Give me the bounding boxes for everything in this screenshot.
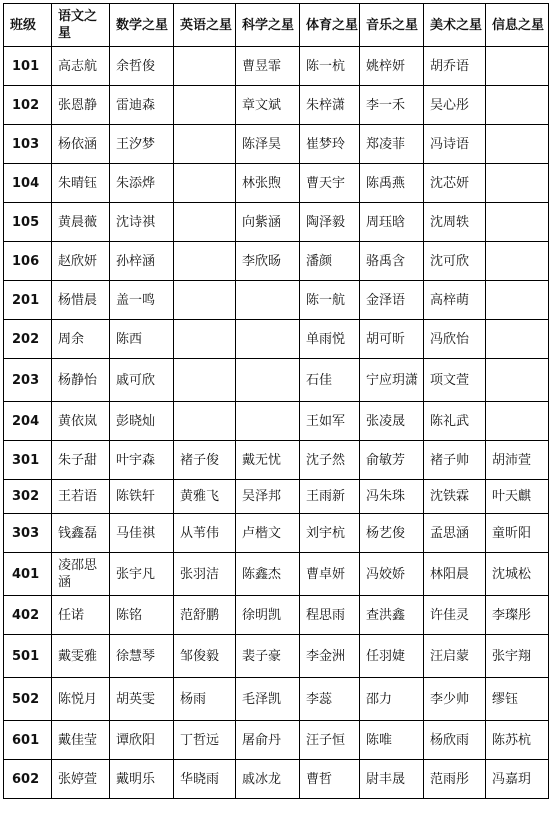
it-star-cell bbox=[486, 125, 549, 164]
english-star-cell: 张羽洁 bbox=[174, 553, 236, 596]
pe-star-cell: 崔梦玲 bbox=[300, 125, 360, 164]
math-star-cell: 叶宇森 bbox=[110, 441, 174, 480]
it-star-cell bbox=[486, 203, 549, 242]
chinese-star-cell: 周余 bbox=[52, 320, 110, 359]
table-row bbox=[4, 514, 549, 553]
chinese-star-cell: 赵欣妍 bbox=[52, 242, 110, 281]
table-row bbox=[4, 242, 549, 281]
art-star-cell: 杨欣雨 bbox=[424, 721, 486, 760]
science-star-cell: 陈泽昊 bbox=[236, 125, 300, 164]
table-row bbox=[4, 281, 549, 320]
class-cell: 105 bbox=[4, 203, 52, 242]
pe-star-cell: 曹卓妍 bbox=[300, 553, 360, 596]
english-star-cell: 范舒鹏 bbox=[174, 596, 236, 635]
table-row bbox=[4, 125, 549, 164]
chinese-star-cell: 戴佳莹 bbox=[52, 721, 110, 760]
it-star-cell: 叶天麒 bbox=[486, 480, 549, 514]
math-star-cell: 胡英雯 bbox=[110, 678, 174, 721]
class-cell: 301 bbox=[4, 441, 52, 480]
science-star-cell: 李欣旸 bbox=[236, 242, 300, 281]
music-star-cell: 李一禾 bbox=[360, 86, 424, 125]
science-star-cell bbox=[236, 320, 300, 359]
math-star-cell: 谭欣阳 bbox=[110, 721, 174, 760]
table-row bbox=[4, 760, 549, 799]
class-cell: 303 bbox=[4, 514, 52, 553]
it-star-cell bbox=[486, 47, 549, 86]
chinese-star-cell: 钱鑫磊 bbox=[52, 514, 110, 553]
math-star-cell: 朱添烨 bbox=[110, 164, 174, 203]
pe-star-cell: 朱梓潇 bbox=[300, 86, 360, 125]
science-star-cell: 吴泽邦 bbox=[236, 480, 300, 514]
table-row bbox=[4, 441, 549, 480]
class-cell: 302 bbox=[4, 480, 52, 514]
chinese-star-cell: 杨依涵 bbox=[52, 125, 110, 164]
table-row bbox=[4, 678, 549, 721]
chinese-star-cell: 张恩静 bbox=[52, 86, 110, 125]
art-star-cell: 吴心彤 bbox=[424, 86, 486, 125]
table-row bbox=[4, 164, 549, 203]
chinese-star-cell: 朱晴钰 bbox=[52, 164, 110, 203]
header-chinese-star: 语文之星 bbox=[52, 4, 110, 47]
pe-star-cell: 李蕊 bbox=[300, 678, 360, 721]
english-star-cell bbox=[174, 203, 236, 242]
it-star-cell: 陈苏杭 bbox=[486, 721, 549, 760]
class-cell: 102 bbox=[4, 86, 52, 125]
header-music-star: 音乐之星 bbox=[360, 4, 424, 47]
pe-star-cell: 沈子然 bbox=[300, 441, 360, 480]
class-cell: 501 bbox=[4, 635, 52, 678]
table-row bbox=[4, 86, 549, 125]
music-star-cell: 冯姣娇 bbox=[360, 553, 424, 596]
chinese-star-cell: 戴雯雅 bbox=[52, 635, 110, 678]
chinese-star-cell: 高志航 bbox=[52, 47, 110, 86]
english-star-cell: 从苇伟 bbox=[174, 514, 236, 553]
pe-star-cell: 陶泽毅 bbox=[300, 203, 360, 242]
chinese-star-cell: 张婷萱 bbox=[52, 760, 110, 799]
it-star-cell: 童昕阳 bbox=[486, 514, 549, 553]
science-star-cell bbox=[236, 402, 300, 441]
table-row bbox=[4, 320, 549, 359]
english-star-cell bbox=[174, 242, 236, 281]
stars-table bbox=[3, 3, 549, 799]
art-star-cell: 褚子帅 bbox=[424, 441, 486, 480]
math-star-cell: 盖一鸣 bbox=[110, 281, 174, 320]
pe-star-cell: 陈一航 bbox=[300, 281, 360, 320]
pe-star-cell: 单雨悦 bbox=[300, 320, 360, 359]
art-star-cell: 高梓萌 bbox=[424, 281, 486, 320]
class-cell: 602 bbox=[4, 760, 52, 799]
art-star-cell: 冯诗语 bbox=[424, 125, 486, 164]
it-star-cell: 沈城松 bbox=[486, 553, 549, 596]
class-cell: 202 bbox=[4, 320, 52, 359]
science-star-cell: 曹昱霏 bbox=[236, 47, 300, 86]
class-cell: 103 bbox=[4, 125, 52, 164]
english-star-cell: 华晓雨 bbox=[174, 760, 236, 799]
it-star-cell bbox=[486, 402, 549, 441]
chinese-star-cell: 任诺 bbox=[52, 596, 110, 635]
math-star-cell: 陈铭 bbox=[110, 596, 174, 635]
art-star-cell: 许佳灵 bbox=[424, 596, 486, 635]
music-star-cell: 杨艺俊 bbox=[360, 514, 424, 553]
pe-star-cell: 王雨新 bbox=[300, 480, 360, 514]
art-star-cell: 李少帅 bbox=[424, 678, 486, 721]
pe-star-cell: 程思雨 bbox=[300, 596, 360, 635]
science-star-cell: 卢楷文 bbox=[236, 514, 300, 553]
class-cell: 502 bbox=[4, 678, 52, 721]
science-star-cell: 裴子豪 bbox=[236, 635, 300, 678]
it-star-cell bbox=[486, 320, 549, 359]
music-star-cell: 冯朱珠 bbox=[360, 480, 424, 514]
science-star-cell bbox=[236, 359, 300, 402]
it-star-cell: 胡沛萱 bbox=[486, 441, 549, 480]
it-star-cell: 冯嘉玥 bbox=[486, 760, 549, 799]
pe-star-cell: 曹哲 bbox=[300, 760, 360, 799]
english-star-cell: 褚子俊 bbox=[174, 441, 236, 480]
pe-star-cell: 刘宇杭 bbox=[300, 514, 360, 553]
science-star-cell: 陈鑫杰 bbox=[236, 553, 300, 596]
it-star-cell: 缪钰 bbox=[486, 678, 549, 721]
class-cell: 104 bbox=[4, 164, 52, 203]
it-star-cell bbox=[486, 359, 549, 402]
header-pe-star: 体育之星 bbox=[300, 4, 360, 47]
english-star-cell: 杨雨 bbox=[174, 678, 236, 721]
it-star-cell bbox=[486, 242, 549, 281]
class-cell: 203 bbox=[4, 359, 52, 402]
math-star-cell: 沈诗祺 bbox=[110, 203, 174, 242]
header-it-star: 信息之星 bbox=[486, 4, 549, 47]
chinese-star-cell: 朱子甜 bbox=[52, 441, 110, 480]
english-star-cell bbox=[174, 281, 236, 320]
art-star-cell: 沈芯妍 bbox=[424, 164, 486, 203]
english-star-cell: 黄雅飞 bbox=[174, 480, 236, 514]
math-star-cell: 戚可欣 bbox=[110, 359, 174, 402]
table-row bbox=[4, 47, 549, 86]
science-star-cell: 毛泽凯 bbox=[236, 678, 300, 721]
pe-star-cell: 石佳 bbox=[300, 359, 360, 402]
it-star-cell: 李璨彤 bbox=[486, 596, 549, 635]
pe-star-cell: 汪子恒 bbox=[300, 721, 360, 760]
chinese-star-cell: 杨静怡 bbox=[52, 359, 110, 402]
math-star-cell: 陈西 bbox=[110, 320, 174, 359]
pe-star-cell: 李金洲 bbox=[300, 635, 360, 678]
science-star-cell: 林张煦 bbox=[236, 164, 300, 203]
table-row bbox=[4, 596, 549, 635]
pe-star-cell: 王如军 bbox=[300, 402, 360, 441]
art-star-cell: 范雨彤 bbox=[424, 760, 486, 799]
english-star-cell bbox=[174, 125, 236, 164]
header-class: 班级 bbox=[4, 4, 52, 47]
science-star-cell bbox=[236, 281, 300, 320]
class-cell: 201 bbox=[4, 281, 52, 320]
it-star-cell: 张宇翔 bbox=[486, 635, 549, 678]
header-english-star: 英语之星 bbox=[174, 4, 236, 47]
class-cell: 601 bbox=[4, 721, 52, 760]
table-row bbox=[4, 359, 549, 402]
music-star-cell: 查洪鑫 bbox=[360, 596, 424, 635]
english-star-cell bbox=[174, 47, 236, 86]
english-star-cell: 邹俊毅 bbox=[174, 635, 236, 678]
math-star-cell: 陈铁轩 bbox=[110, 480, 174, 514]
art-star-cell: 项文萱 bbox=[424, 359, 486, 402]
science-star-cell: 徐明凯 bbox=[236, 596, 300, 635]
music-star-cell: 张凌晟 bbox=[360, 402, 424, 441]
math-star-cell: 徐慧琴 bbox=[110, 635, 174, 678]
music-star-cell: 宁应玥潇 bbox=[360, 359, 424, 402]
it-star-cell bbox=[486, 164, 549, 203]
chinese-star-cell: 陈悦月 bbox=[52, 678, 110, 721]
pe-star-cell: 曹天宇 bbox=[300, 164, 360, 203]
table-row bbox=[4, 721, 549, 760]
chinese-star-cell: 凌邵思涵 bbox=[52, 553, 110, 596]
it-star-cell bbox=[486, 281, 549, 320]
science-star-cell: 戴无忧 bbox=[236, 441, 300, 480]
class-cell: 101 bbox=[4, 47, 52, 86]
music-star-cell: 邵力 bbox=[360, 678, 424, 721]
class-cell: 401 bbox=[4, 553, 52, 596]
table-row bbox=[4, 402, 549, 441]
art-star-cell: 林阳晨 bbox=[424, 553, 486, 596]
math-star-cell: 彭晓灿 bbox=[110, 402, 174, 441]
music-star-cell: 姚梓妍 bbox=[360, 47, 424, 86]
class-cell: 402 bbox=[4, 596, 52, 635]
chinese-star-cell: 杨惜晨 bbox=[52, 281, 110, 320]
english-star-cell bbox=[174, 320, 236, 359]
science-star-cell: 戚冰龙 bbox=[236, 760, 300, 799]
table-row bbox=[4, 203, 549, 242]
chinese-star-cell: 黄依岚 bbox=[52, 402, 110, 441]
math-star-cell: 孙梓涵 bbox=[110, 242, 174, 281]
math-star-cell: 马佳祺 bbox=[110, 514, 174, 553]
math-star-cell: 张宇凡 bbox=[110, 553, 174, 596]
music-star-cell: 陈唯 bbox=[360, 721, 424, 760]
it-star-cell bbox=[486, 86, 549, 125]
header-row bbox=[4, 4, 549, 47]
math-star-cell: 雷迪森 bbox=[110, 86, 174, 125]
art-star-cell: 沈铁霖 bbox=[424, 480, 486, 514]
art-star-cell: 陈礼武 bbox=[424, 402, 486, 441]
music-star-cell: 郑凌菲 bbox=[360, 125, 424, 164]
art-star-cell: 汪启蒙 bbox=[424, 635, 486, 678]
art-star-cell: 孟思涵 bbox=[424, 514, 486, 553]
table-row bbox=[4, 553, 549, 596]
science-star-cell: 屠俞丹 bbox=[236, 721, 300, 760]
class-cell: 106 bbox=[4, 242, 52, 281]
math-star-cell: 余哲俊 bbox=[110, 47, 174, 86]
math-star-cell: 戴明乐 bbox=[110, 760, 174, 799]
art-star-cell: 冯欣怡 bbox=[424, 320, 486, 359]
art-star-cell: 胡乔语 bbox=[424, 47, 486, 86]
header-math-star: 数学之星 bbox=[110, 4, 174, 47]
chinese-star-cell: 王若语 bbox=[52, 480, 110, 514]
music-star-cell: 周珏晗 bbox=[360, 203, 424, 242]
pe-star-cell: 陈一杭 bbox=[300, 47, 360, 86]
english-star-cell: 丁哲远 bbox=[174, 721, 236, 760]
music-star-cell: 任羽婕 bbox=[360, 635, 424, 678]
header-science-star: 科学之星 bbox=[236, 4, 300, 47]
art-star-cell: 沈周轶 bbox=[424, 203, 486, 242]
music-star-cell: 尉丰晟 bbox=[360, 760, 424, 799]
header-art-star: 美术之星 bbox=[424, 4, 486, 47]
math-star-cell: 王汐梦 bbox=[110, 125, 174, 164]
science-star-cell: 章文斌 bbox=[236, 86, 300, 125]
chinese-star-cell: 黄晨薇 bbox=[52, 203, 110, 242]
english-star-cell bbox=[174, 86, 236, 125]
english-star-cell bbox=[174, 164, 236, 203]
art-star-cell: 沈可欣 bbox=[424, 242, 486, 281]
music-star-cell: 胡可昕 bbox=[360, 320, 424, 359]
table-row bbox=[4, 635, 549, 678]
english-star-cell bbox=[174, 402, 236, 441]
music-star-cell: 陈禹燕 bbox=[360, 164, 424, 203]
class-cell: 204 bbox=[4, 402, 52, 441]
pe-star-cell: 潘颜 bbox=[300, 242, 360, 281]
music-star-cell: 骆禹含 bbox=[360, 242, 424, 281]
music-star-cell: 金泽语 bbox=[360, 281, 424, 320]
english-star-cell bbox=[174, 359, 236, 402]
science-star-cell: 向紫涵 bbox=[236, 203, 300, 242]
music-star-cell: 俞敏芳 bbox=[360, 441, 424, 480]
table-row bbox=[4, 480, 549, 514]
